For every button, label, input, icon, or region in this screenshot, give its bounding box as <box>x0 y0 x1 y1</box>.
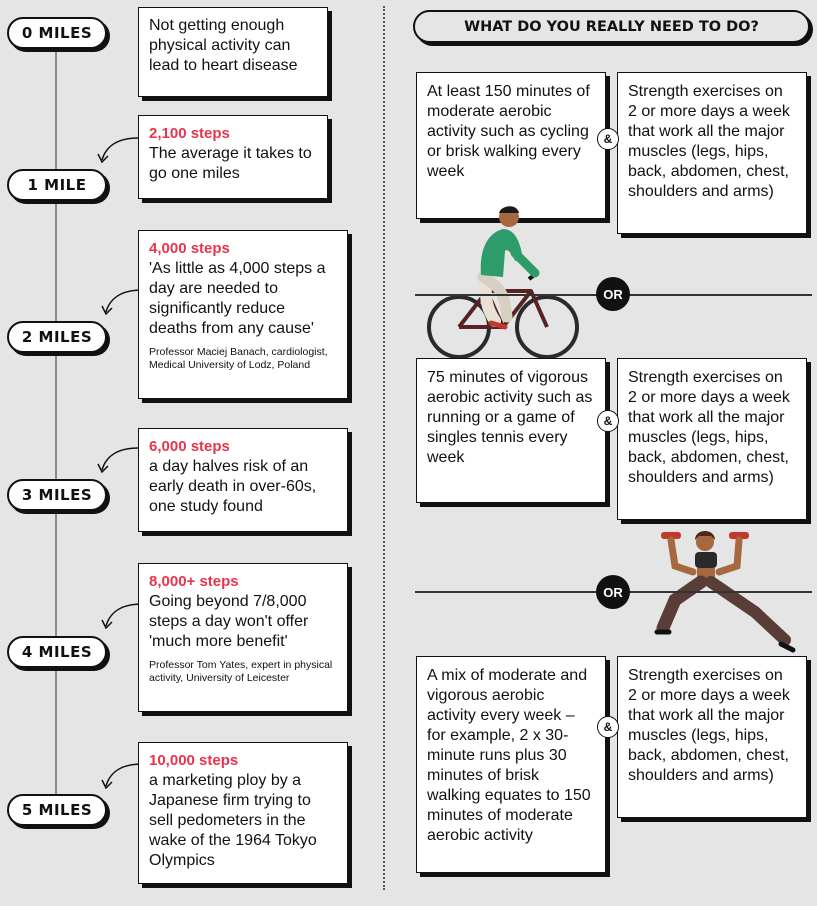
or-badge: OR <box>596 277 630 311</box>
dumbbell-lunge-illustration <box>645 520 800 660</box>
card-text: The average it takes to go one miles <box>149 145 312 182</box>
steps-label: 4,000 steps <box>149 240 230 257</box>
ampersand-icon: & <box>597 128 619 150</box>
card-text: Not getting enough physical activity can lead to heart disease <box>149 17 298 74</box>
strength-card-2 <box>617 358 807 520</box>
strength-card-3 <box>617 656 807 818</box>
mile-badge-5: 5 MILES <box>7 794 107 826</box>
steps-label: 10,000 steps <box>149 752 239 769</box>
aerobic-card-3 <box>416 656 606 873</box>
timeline-card-5 <box>138 742 348 884</box>
quote-source: Professor Tom Yates, expert in physical activity, University of Leicester <box>149 659 333 684</box>
aerobic-card-2 <box>416 358 606 503</box>
timeline-line <box>55 40 57 820</box>
card-text: 'As little as 4,000 steps a day are needed to significantly reduce deaths from any cause' <box>149 260 326 337</box>
aerobic-text: At least 150 minutes of moderate aerobic activity such as cycling or brisk walking every week <box>427 83 590 180</box>
card-text: Going beyond 7/8,000 steps a day won't offer 'much more benefit' <box>149 593 309 650</box>
mile-badge-3: 3 MILES <box>7 479 107 511</box>
steps-label: 8,000+ steps <box>149 573 239 590</box>
timeline-card-0 <box>138 7 328 97</box>
mile-badge-2: 2 MILES <box>7 321 107 353</box>
strength-card-1 <box>617 72 807 234</box>
strength-text: Strength exercises on 2 or more days a week that work all the major muscles (legs, hips, back, abdomen, chest, shoulders and arms) <box>628 667 790 784</box>
curved-arrow-icon <box>96 132 142 166</box>
mile-badge-4: 4 MILES <box>7 636 107 668</box>
timeline-card-2 <box>138 230 348 399</box>
or-badge: OR <box>596 575 630 609</box>
mile-badge-1: 1 MILE <box>7 169 107 201</box>
timeline-card-3 <box>138 428 348 532</box>
dotted-divider <box>383 6 385 890</box>
steps-label: 6,000 steps <box>149 438 230 455</box>
strength-text: Strength exercises on 2 or more days a week that work all the major muscles (legs, hips, back, abdomen, chest, shoulders and arms) <box>628 83 790 200</box>
curved-arrow-icon <box>96 442 142 476</box>
ampersand-icon: & <box>597 410 619 432</box>
timeline-card-4 <box>138 563 348 712</box>
ampersand-icon: & <box>597 716 619 738</box>
mile-badge-0: 0 MILES <box>7 17 107 49</box>
quote-source: Professor Maciej Banach, cardiologist, Medical University of Lodz, Poland <box>149 346 328 371</box>
aerobic-text: A mix of moderate and vigorous aerobic activity every week – for example, 2 x 30-minute runs plus 30 minutes of brisk walking equates to 150 minutes of moderate aerobic activity <box>427 667 591 844</box>
cyclist-illustration <box>425 203 585 363</box>
strength-text: Strength exercises on 2 or more days a week that work all the major muscles (legs, hips, back, abdomen, chest, shoulders and arms) <box>628 369 790 486</box>
aerobic-card-1 <box>416 72 606 219</box>
aerobic-text: 75 minutes of vigorous aerobic activity such as running or a game of singles tennis every week <box>427 369 593 466</box>
steps-label: 2,100 steps <box>149 125 230 142</box>
timeline-card-1 <box>138 115 328 199</box>
card-text: a marketing ploy by a Japanese firm trying to sell pedometers in the wake of the 1964 Tokyo Olympics <box>149 772 317 869</box>
card-text: a day halves risk of an early death in over-60s, one study found <box>149 458 317 515</box>
section-header: WHAT DO YOU REALLY NEED TO DO? <box>413 10 810 43</box>
